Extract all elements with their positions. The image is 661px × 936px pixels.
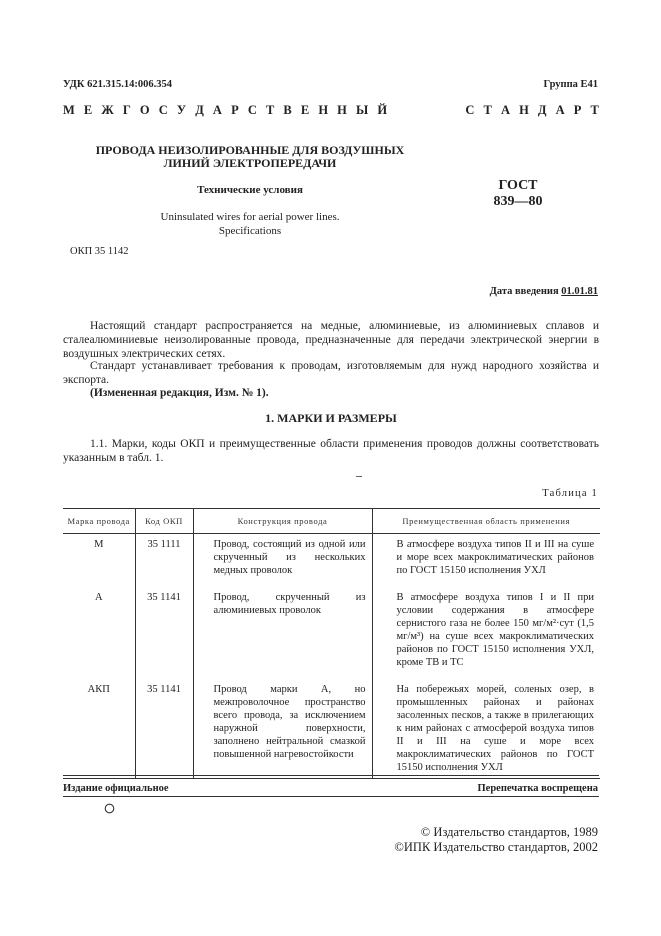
heading-letter: Т [590,103,599,117]
paragraph-scope: Настоящий стандарт распространяется на медные, алюминиевые, из алюминиевых сплавов и сталеалюминиевые неизолированные провода, предназначенные для передачи электрической энергии в воздушных электрических сетях. [63,320,599,360]
date-label: Дата введения [489,286,559,297]
paragraph-1-1: 1.1. Марки, коды ОКП и преимущественные области применения проводов должны соответствовать указанным в табл. 1. [63,438,599,464]
okp-code: ОКП 35 1142 [70,246,129,257]
heading-letter: А [500,103,510,117]
table-row [63,679,600,779]
paragraph-amendment: (Измененная редакция, Изм. № 1). [90,387,269,399]
heading-gap [396,103,456,118]
heading-letter: Р [231,103,239,117]
heading-letter: Ы [356,103,369,117]
heading-letter: А [212,103,222,117]
reprint-prohibited-label: Перепечатка воспрещена [477,783,598,794]
heading-letter: Й [377,103,388,117]
heading-letter: Н [337,103,347,117]
introduction-date [490,286,598,297]
paragraph-requirements: Стандарт устанавливает требования к проводам, изготовляемым для нужд народного хозяйства и экспорта. [63,360,599,386]
heading-letter: В [283,103,292,117]
cell-mark: АКП [63,679,135,779]
title-line-2: ЛИНИЙ ЭЛЕКТРОПЕРЕДАЧИ [163,156,337,170]
cell-application: В атмосфере воздуха типов II и III на суше и море всех макроклиматических районов по ГОСТ 15150 исполнения УХЛ [372,534,600,588]
cell-code: 35 1111 [135,534,193,588]
udk-code: УДК 621.315.14:006.354 [63,79,172,90]
column-header: Код ОКП [135,509,193,534]
column-header: Конструкция провода [193,509,372,534]
heading-letter: Т [265,103,275,117]
cell-construction: Провод марки А, но межпроволочное пространство всего провода, за исключением наружной поверхности, заполнено нейтральной смазкой повышенной нагревостойкости [193,679,372,779]
document-title [70,144,430,170]
heading-letter: Т [483,103,492,117]
interstate-standard-heading [63,103,599,118]
english-title-line-2: Specifications [218,225,282,237]
english-title-line-1: Uninsulated wires for aerial power lines. [160,211,340,223]
cell-mark: М [94,539,104,550]
cell-mark: А [94,592,103,603]
technical-conditions-label: Технические условия [197,184,303,196]
heading-letter: Н [519,103,529,117]
heading-letter: Е [300,103,310,117]
wire-marks-table [63,508,600,779]
heading-letter: Г [122,103,131,117]
gost-code: 839—80 [493,194,543,209]
heading-letter: А [555,103,565,117]
english-title [70,210,430,238]
footer-rule-top [63,775,599,776]
column-header: Марка провода [63,509,135,534]
cell-code: 35 1141 [135,587,193,679]
heading-letter: У [176,103,187,117]
divider-dash [356,476,362,477]
title-line-1: ПРОВОДА НЕИЗОЛИРОВАННЫЕ ДЛЯ ВОЗДУШНЫХ [95,143,405,157]
table-row [63,587,600,679]
group-code: Группа Е41 [543,79,598,90]
heading-letter: Н [318,103,329,117]
copyright-line-2: ©ИПК Издательство стандартов, 2002 [394,840,598,854]
table-caption: Таблица 1 [542,488,598,499]
heading-letter: С [465,103,475,117]
heading-letter: Д [195,103,204,117]
gost-label: ГОСТ [498,178,538,193]
date-value: 01.01.81 [561,286,598,297]
heading-letter: Ж [101,103,114,117]
heading-letter: Д [537,103,547,117]
heading-letter: О [139,103,150,117]
heading-letter: С [158,103,168,117]
official-edition-label: Издание официальное [63,783,169,794]
cell-code: 35 1141 [135,679,193,779]
cell-construction: Провод, состоящий из одной или скрученный из нескольких медных проволок [193,534,372,588]
column-header: Преимущественная область применения [372,509,600,534]
gost-number [478,178,558,210]
publisher-logo-icon [104,803,115,814]
table-header-row [63,509,600,534]
footer-rule-bottom [63,796,599,797]
cell-application: В атмосфере воздуха типов I и II при условии содержания в атмосфере сернистого газа не более 150 мг/м²·сут (1,5 мг/м³) на суше всех макроклиматических районов по ГОСТ 15150 исполнения УХЛ, кроме ТВ и ТС [372,587,600,679]
section-heading: 1. МАРКИ И РАЗМЕРЫ [265,411,397,425]
copyright-line-1: © Издательство стандартов, 1989 [420,825,598,839]
table-row [63,534,600,588]
heading-letter: С [247,103,257,117]
cell-application: На побережьях морей, соленых озер, в промышленных районах и районах засоленных песков, а также в прилегающих к ним районах с атмосферой воздуха типов II и III на суше и море всех макроклиматических районов по ГОСТ 15150 исполнения УХЛ [372,679,600,779]
heading-letter: Е [83,103,93,117]
heading-letter: М [63,103,75,117]
heading-letter: Р [573,103,582,117]
cell-construction: Провод, скрученный из алюминиевых проволок [193,587,372,679]
